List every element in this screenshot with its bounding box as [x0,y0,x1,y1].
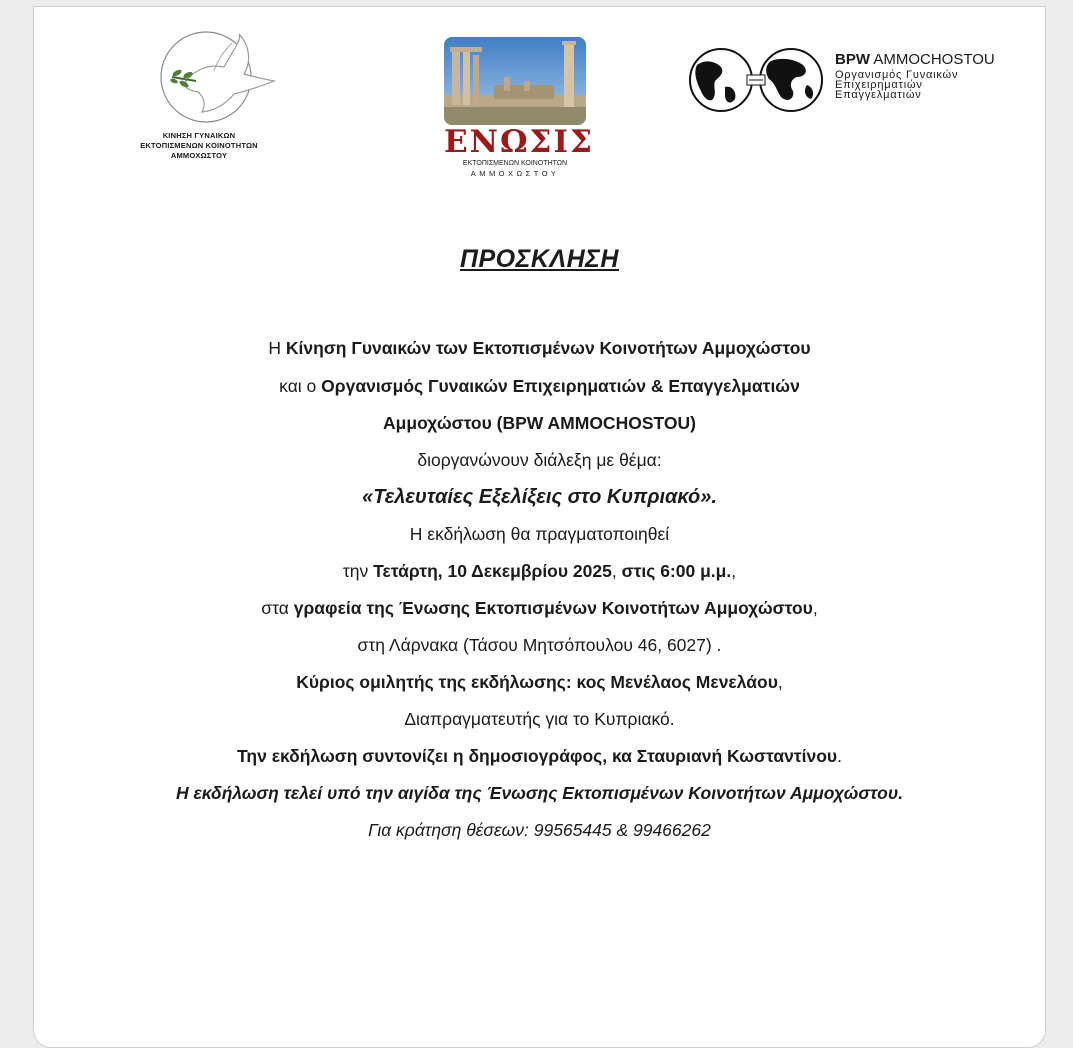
bpw-desc-line: Επαγγελματιών [835,89,922,101]
invitation-heading: ΠΡΟΣΚΛΗΣΗ [460,245,619,273]
organizer-line-1 [34,337,1045,359]
text: και ο [279,376,322,396]
bpw-logo [685,47,1025,117]
event-time: στις 6:00 μ.μ. [621,561,732,581]
enosis-title: ΕΝΩΣΙΣ [444,124,594,160]
text: στα [261,598,294,618]
auspices-line: Η εκδήλωση τελεί υπό την αιγίδα της Ένωσης Εκτοπισμένων Κοινοτήτων Αμμοχώστου. [175,783,904,803]
text: . [837,746,842,766]
text: την [342,561,374,581]
text: Η [268,338,286,358]
organizer-line-3: Αμμοχώστου (BPW AMMOCHOSTOU) [383,413,696,433]
event-venue [34,597,1045,619]
bpw-desc-line: Επιχειρηματιών [835,79,923,91]
globes-icon [685,47,827,113]
venue-name: γραφεία της Ένωσης Εκτοπισμένων Κοινοτήτων Αμμοχώστου [293,598,813,618]
invitation-page [33,6,1046,1048]
text: , [777,672,783,692]
organizer-line-2 [34,375,1045,397]
bpw-desc-line: Οργανισμός Γυναικών [835,69,959,81]
organizer-name: Οργανισμός Γυναικών Επιχειρηματιών & Επαγγελματιών [321,376,800,396]
dove-caption-line: ΑΜΜΟΧΩΣΤΟΥ [170,151,228,160]
event-address: στη Λάρνακα (Τάσου Μητσόπουλου 46, 6027) . [357,635,722,655]
dove-logo-caption [114,131,284,161]
moderator-text: Την εκδήλωση συντονίζει η δημοσιογράφος, κα Σταυριανή Κωσταντίνου [237,746,838,766]
lecture-title: «Τελευταίες Εξελίξεις στο Κυπριακό». [362,486,717,508]
bpw-name [835,51,995,69]
speaker-role: Διαπραγματευτής για το Κυπριακό. [404,709,675,729]
dove-logo [114,29,284,179]
event-intro: Η εκδήλωση θα πραγματοποιηθεί [409,524,670,544]
enosis-city: ΑΜΜΟΧΩΣΤΟΥ [470,169,560,178]
organizer-name: Κίνηση Γυναικών των Εκτοπισμένων Κοινοτήτων Αμμοχώστου [285,338,811,358]
dove-caption-line: ΚΙΝΗΣΗ ΓΥΝΑΙΚΩΝ [162,131,236,140]
text: , [731,561,737,581]
enosis-logo [444,37,594,185]
bpw-name-rest: AMMOCHOSTOU [870,51,995,68]
enosis-subtitle: ΕΚΤΟΠΙΣΜΕΝΩΝ ΚΟΙΝΟΤΗΤΩΝ [462,160,568,167]
ruins-photo [444,37,586,125]
moderator-line [34,745,1045,767]
dove-caption-line: ΕΚΤΟΠΙΣΜΕΝΩΝ ΚΟΙΝΟΤΗΤΩΝ [140,141,258,150]
bpw-description [835,70,958,100]
text: , [611,561,622,581]
event-date: Τετάρτη, 10 Δεκεμβρίου 2025 [373,561,612,581]
lecture-intro: διοργανώνουν διάλεξη με θέμα: [417,450,662,470]
bpw-name-bold: BPW [835,51,870,68]
event-datetime [34,560,1045,582]
dove-icon [114,29,284,129]
text: , [812,598,818,618]
reservation-line: Για κράτηση θέσεων: 99565445 & 99466262 [368,820,711,840]
speaker-line [34,671,1045,693]
speaker-name: Κύριος ομιλητής της εκδήλωσης: κος Μενέλαος Μενελάου [296,672,778,692]
